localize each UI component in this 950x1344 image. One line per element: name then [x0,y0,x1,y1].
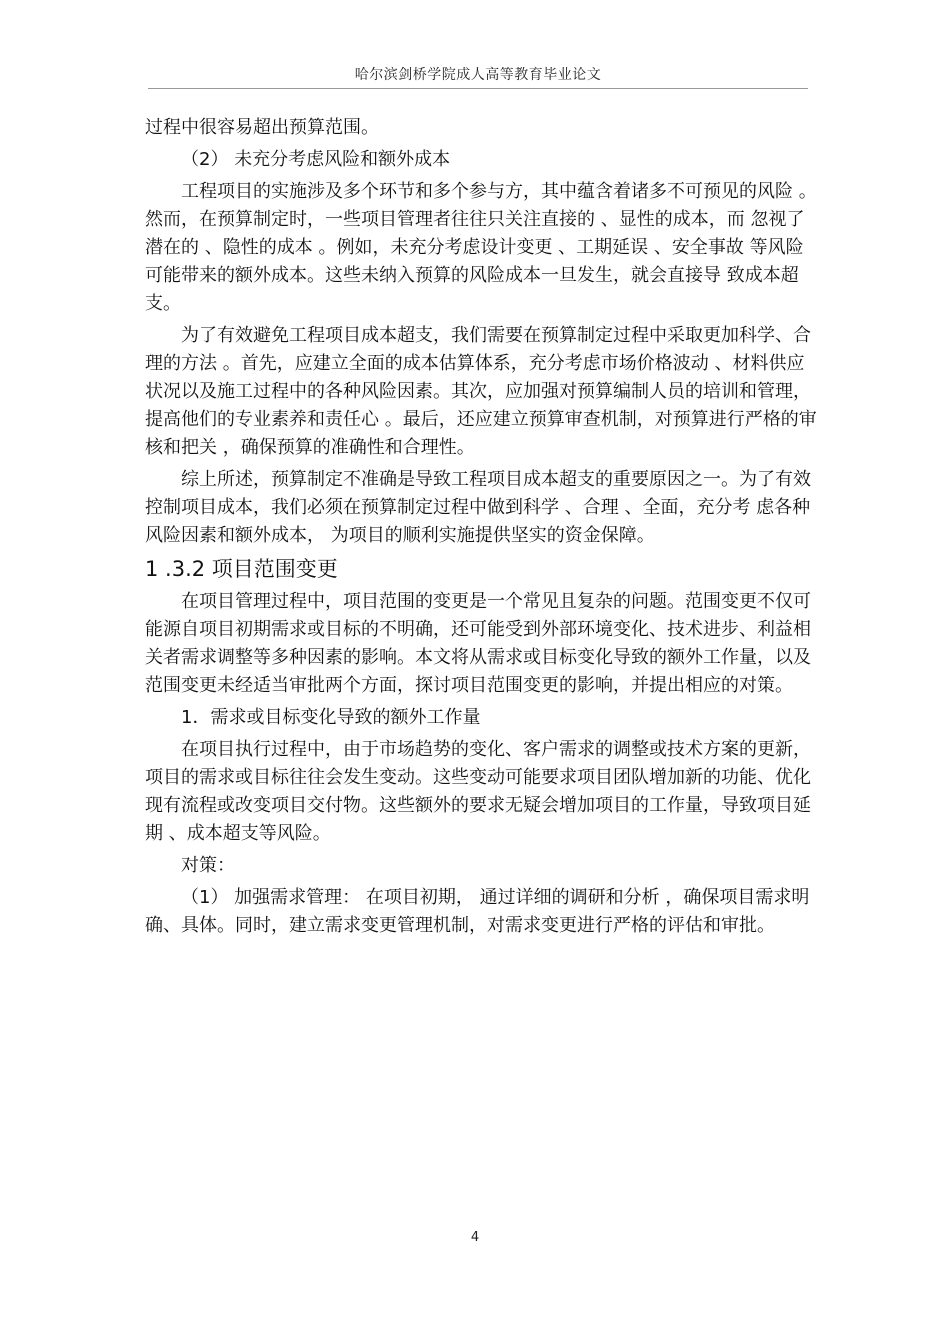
paragraph-methods: 为了有效避免工程项目成本超支，我们需要在预算制定过程中采取更加科学、合理的方法 。首先，应建立全面的成本估算体系，充分考虑市场价格波动 、材料供应状况以及施工过程中的各种风险因素。其次，应加强对预算编制人员的培训和管理，提高他们的专业素养和责任心 。最后，还应建立预算审查机制，对预算进行严格的审核和把关 ，确保预算的准确性和合理性。 [145,325,817,458]
header-divider [148,88,808,89]
countermeasures-label: 对策： [181,855,235,876]
subheading-requirements: 1．需求或目标变化导致的额外工作量 [181,707,481,728]
page-number: 4 [470,1230,480,1245]
body-text [145,114,821,944]
paragraph-countermeasure-1: （1） 加强需求管理： 在项目初期， 通过详细的调研和分析 ，确保项目需求明确、具体。同时，建立需求变更管理机制，对需求变更进行严格的评估和审批。 [145,887,810,936]
paragraph-summary: 综上所述，预算制定不准确是导致工程项目成本超支的重要原因之一。为了有效控制项目成本，我们必须在预算制定过程中做到科学 、合理 、全面，充分考 虑各种风险因素和额外成本， 为项目的顺利实施提供坚实的资金保障。 [145,469,811,546]
running-header: 哈尔滨剑桥学院成人高等教育毕业论文 [354,67,602,83]
paragraph-requirements: 在项目执行过程中，由于市场趋势的变化、客户需求的调整或技术方案的更新，项目的需求或目标往往会发生变动。这些变动可能要求项目团队增加新的功能、优化现有流程或改变项目交付物。这些额外的要求无疑会增加项目的工作量，导致项目延期 、成本超支等风险。 [145,739,811,844]
paragraph-risk: 工程项目的实施涉及多个环节和多个参与方，其中蕴含着诸多不可预见的风险 。然而，在预算制定时，一些项目管理者往往只关注直接的 、显性的成本，而 忽视了潜在的 、隐性的成本 。例如，未充分考虑设计变更 、工期延误 、安全事故 等风险可能带来的额外成本。这些未纳入预算的风险成本一旦发生，就会直接导 致成本超支。 [145,181,817,314]
section-heading: 1 .3.2 项目范围变更 [145,557,338,581]
subheading-risk: （2） 未充分考虑风险和额外成本 [181,149,451,170]
paragraph-scope-intro: 在项目管理过程中，项目范围的变更是一个常见且复杂的问题。范围变更不仅可能源自项目初期需求或目标的不明确，还可能受到外部环境变化、技术进步、利益相关者需求调整等多种因素的影响。本文将从需求或目标变化导致的额外工作量，以及范围变更未经适当审批两个方面，探讨项目范围变更的影响，并提出相应的对策。 [145,591,811,696]
paragraph-continuation: 过程中很容易超出预算范围。 [145,117,379,138]
